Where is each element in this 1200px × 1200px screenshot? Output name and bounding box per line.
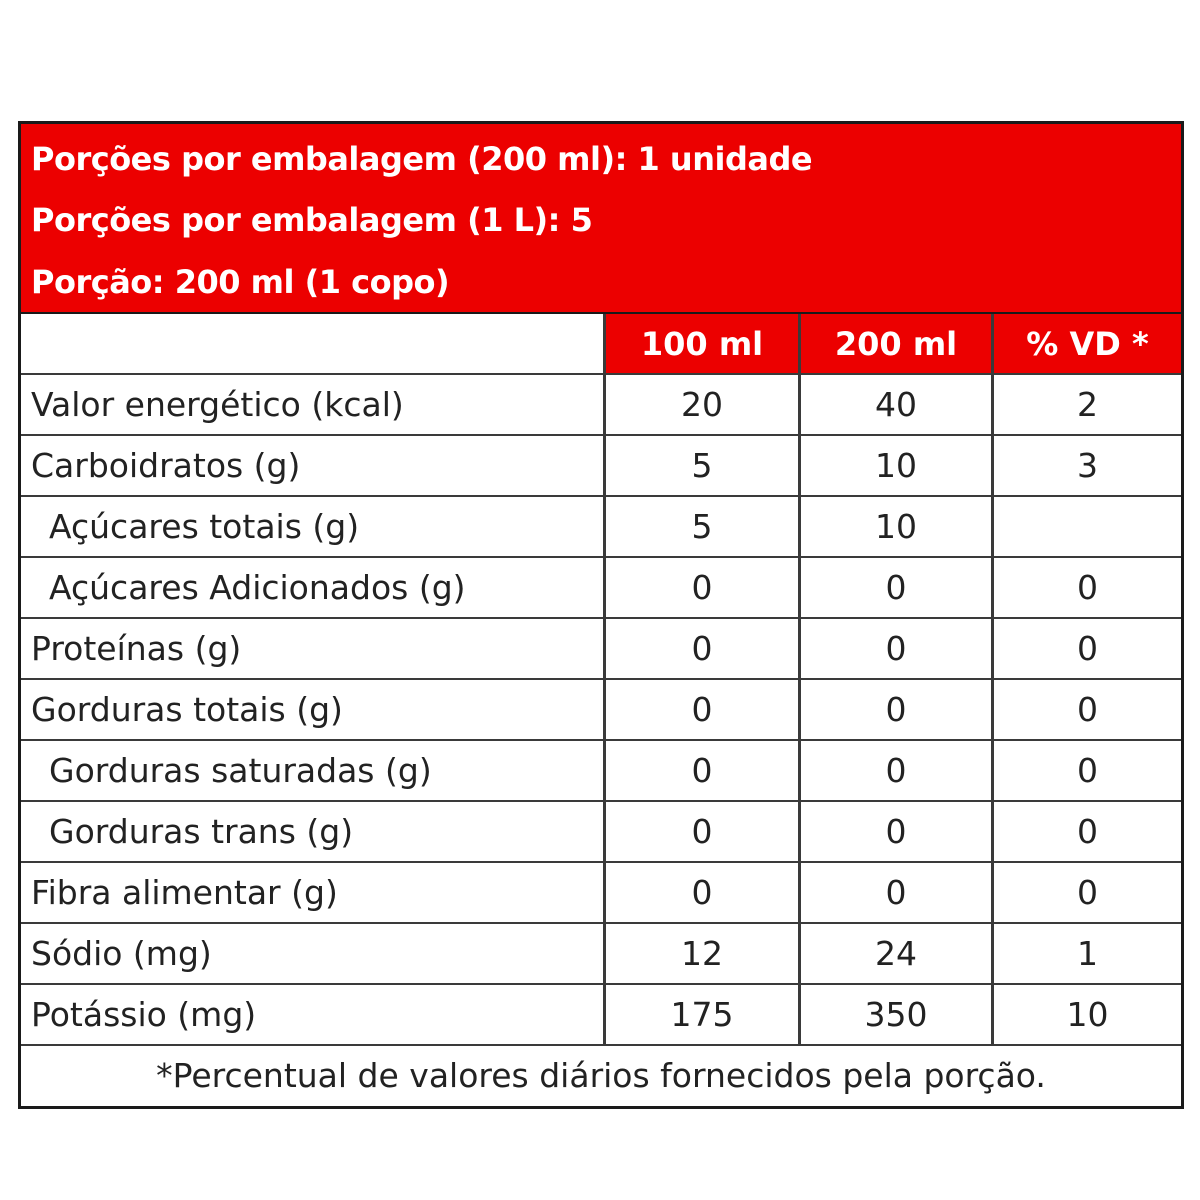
value-vd: 0 xyxy=(991,619,1181,678)
value-vd: 0 xyxy=(991,741,1181,800)
value-vd: 1 xyxy=(991,924,1181,983)
nutrient-label: Potássio (mg) xyxy=(31,995,257,1034)
serving-info-header xyxy=(21,124,1181,314)
column-header-nutrient xyxy=(21,314,603,373)
nutrient-label: Valor energético (kcal) xyxy=(31,385,404,424)
value-100ml: 0 xyxy=(603,802,798,861)
table-row xyxy=(21,985,1181,1046)
nutrient-label: Gorduras totais (g) xyxy=(31,690,343,729)
value-100ml: 0 xyxy=(603,863,798,922)
serving-size: Porção: 200 ml (1 copo) xyxy=(31,263,450,301)
table-row xyxy=(21,863,1181,924)
value-100ml: 12 xyxy=(603,924,798,983)
table-row xyxy=(21,680,1181,741)
value-100ml: 0 xyxy=(603,741,798,800)
value-vd: 0 xyxy=(991,558,1181,617)
daily-value-footnote: *Percentual de valores diários fornecidos pela porção. xyxy=(156,1056,1046,1095)
nutrient-label: Gorduras saturadas (g) xyxy=(49,751,432,790)
value-vd: 10 xyxy=(991,985,1181,1044)
nutrient-label: Sódio (mg) xyxy=(31,934,212,973)
table-row xyxy=(21,619,1181,680)
nutrient-label: Proteínas (g) xyxy=(31,629,242,668)
value-200ml: 0 xyxy=(798,619,991,678)
table-row xyxy=(21,741,1181,802)
value-100ml: 0 xyxy=(603,680,798,739)
value-vd xyxy=(991,497,1181,556)
value-100ml: 0 xyxy=(603,619,798,678)
value-200ml: 0 xyxy=(798,558,991,617)
column-header-100ml: 100 ml xyxy=(603,314,798,373)
column-header-vd: % VD * xyxy=(991,314,1181,373)
value-100ml: 20 xyxy=(603,375,798,434)
value-100ml: 5 xyxy=(603,436,798,495)
nutrition-table xyxy=(18,121,1184,1109)
value-200ml: 0 xyxy=(798,741,991,800)
table-row xyxy=(21,558,1181,619)
value-vd: 0 xyxy=(991,863,1181,922)
table-row xyxy=(21,924,1181,985)
value-vd: 3 xyxy=(991,436,1181,495)
value-200ml: 0 xyxy=(798,680,991,739)
value-200ml: 10 xyxy=(798,436,991,495)
value-vd: 0 xyxy=(991,802,1181,861)
value-200ml: 350 xyxy=(798,985,991,1044)
value-200ml: 10 xyxy=(798,497,991,556)
value-100ml: 5 xyxy=(603,497,798,556)
nutrient-label: Carboidratos (g) xyxy=(31,446,301,485)
value-100ml: 175 xyxy=(603,985,798,1044)
value-100ml: 0 xyxy=(603,558,798,617)
column-header-row xyxy=(21,314,1181,375)
value-200ml: 40 xyxy=(798,375,991,434)
nutrient-label: Açúcares totais (g) xyxy=(49,507,360,546)
nutrient-label: Açúcares Adicionados (g) xyxy=(49,568,466,607)
value-200ml: 0 xyxy=(798,863,991,922)
table-row xyxy=(21,497,1181,558)
table-row xyxy=(21,375,1181,436)
table-row xyxy=(21,436,1181,497)
servings-per-package-200ml: Porções por embalagem (200 ml): 1 unidade xyxy=(31,140,813,178)
nutrient-label: Fibra alimentar (g) xyxy=(31,873,338,912)
column-header-200ml: 200 ml xyxy=(798,314,991,373)
value-200ml: 24 xyxy=(798,924,991,983)
table-row xyxy=(21,802,1181,863)
value-vd: 2 xyxy=(991,375,1181,434)
value-vd: 0 xyxy=(991,680,1181,739)
servings-per-package-1l: Porções por embalagem (1 L): 5 xyxy=(31,201,593,239)
value-200ml: 0 xyxy=(798,802,991,861)
nutrient-label: Gorduras trans (g) xyxy=(49,812,354,851)
